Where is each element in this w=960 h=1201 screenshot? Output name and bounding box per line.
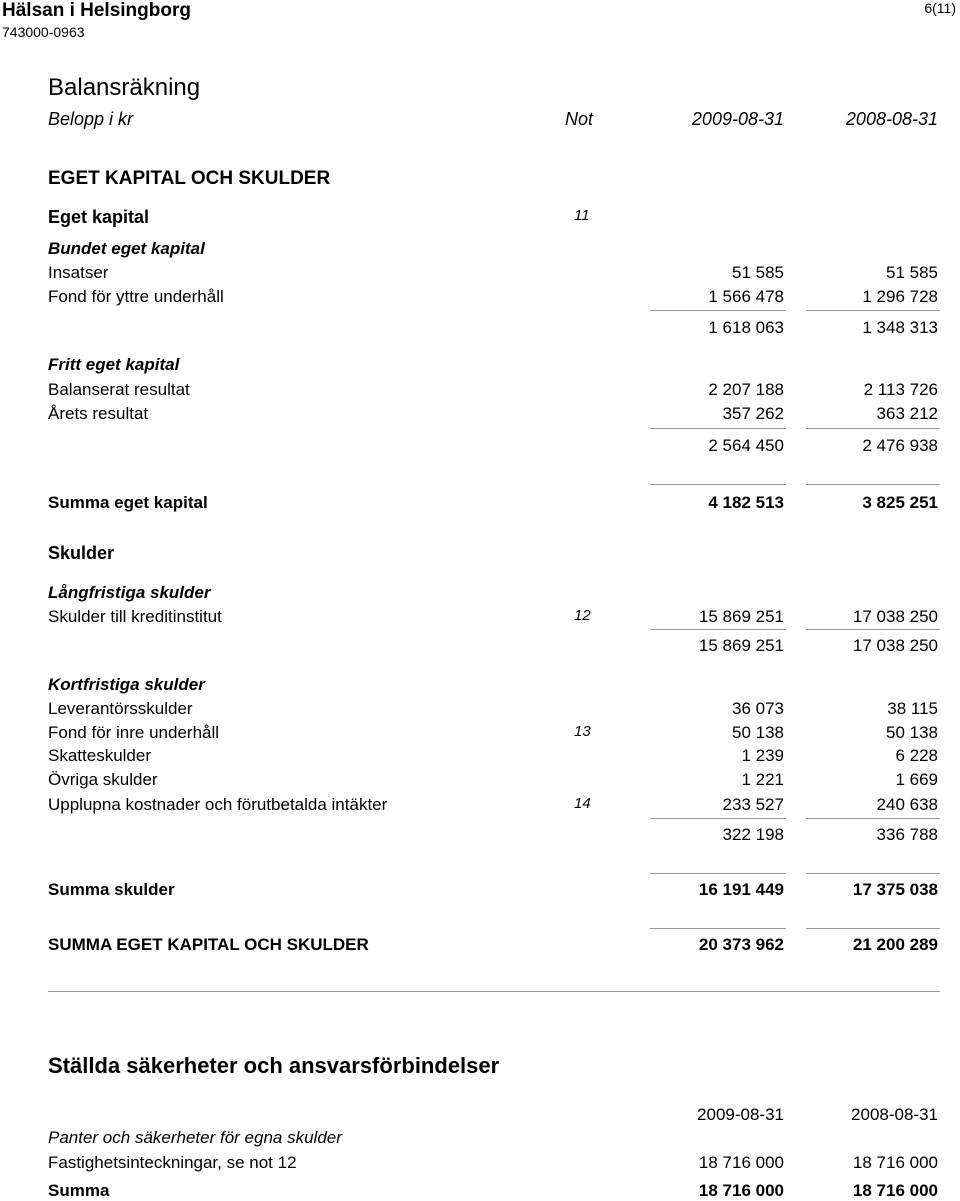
liabilities-heading: Skulder: [48, 543, 115, 563]
sum-line: [806, 310, 940, 311]
row-label-kredit: Skulder till kreditinstitut: [48, 607, 222, 626]
value-short-sum-2009: 322 198: [722, 825, 784, 844]
pledged-title: Ställda säkerheter och ansvarsförbindelser: [48, 1053, 500, 1078]
value-insatser-2009: 51 585: [732, 263, 784, 282]
sum-line: [806, 818, 940, 819]
value-equity-total-2008: 3 825 251: [862, 493, 938, 512]
value-arets-2009: 357 262: [722, 404, 784, 423]
value-free-sum-2008: 2 476 938: [862, 436, 938, 455]
row-label-leverantor: Leverantörsskulder: [48, 699, 193, 718]
pledged-column-2008: 2008-08-31: [851, 1105, 938, 1124]
value-liabilities-total-2008: 17 375 038: [852, 880, 938, 899]
value-free-sum-2009: 2 564 450: [708, 436, 784, 455]
column-label-2009: 2009-08-31: [691, 109, 784, 129]
sum-line: [806, 428, 940, 429]
page-title: Balansräkning: [48, 74, 201, 101]
row-label-equity-total: Summa eget kapital: [48, 493, 208, 512]
sum-line: [650, 484, 786, 485]
row-label-grand-total: SUMMA EGET KAPITAL OCH SKULDER: [48, 935, 369, 954]
sum-line: [806, 873, 940, 874]
row-label-fond-yttre: Fond för yttre underhåll: [48, 287, 224, 306]
value-ovriga-2008: 1 669: [895, 770, 938, 789]
column-label-note: Not: [565, 109, 594, 129]
row-label-ovriga: Övriga skulder: [48, 770, 158, 789]
page-number: 6(11): [924, 0, 956, 16]
value-short-sum-2008: 336 788: [876, 825, 938, 844]
sum-line: [650, 428, 786, 429]
value-fond-inre-2008: 50 138: [886, 723, 938, 742]
short-term-heading: Kortfristiga skulder: [48, 675, 205, 694]
section-divider: [48, 991, 940, 992]
row-label-fastighet: Fastighetsinteckningar, se not 12: [48, 1153, 297, 1172]
section-heading: EGET KAPITAL OCH SKULDER: [48, 168, 331, 189]
value-upplupna-2008: 240 638: [876, 795, 938, 814]
organization-number: 743000-0963: [2, 24, 85, 40]
sum-line: [806, 928, 940, 929]
sum-line: [650, 629, 786, 630]
value-fastighet-2008: 18 716 000: [852, 1153, 938, 1172]
value-long-sum-2009: 15 869 251: [698, 636, 784, 655]
pledged-column-2009: 2009-08-31: [697, 1105, 784, 1124]
sum-line: [806, 484, 940, 485]
row-label-arets: Årets resultat: [48, 404, 149, 423]
value-equity-total-2009: 4 182 513: [708, 493, 784, 512]
value-fond-inre-2009: 50 138: [732, 723, 784, 742]
sum-line: [650, 818, 786, 819]
row-label-upplupna: Upplupna kostnader och förutbetalda intäkter: [48, 795, 388, 814]
note-fond-inre: 13: [574, 723, 591, 740]
value-balanserat-2008: 2 113 726: [863, 380, 938, 399]
value-grand-total-2009: 20 373 962: [698, 935, 784, 954]
value-fastighet-2009: 18 716 000: [698, 1153, 784, 1172]
value-leverantor-2009: 36 073: [732, 699, 784, 718]
row-label-pledged-summa: Summa: [48, 1181, 110, 1200]
long-term-heading: Långfristiga skulder: [48, 583, 211, 602]
row-label-skatte: Skatteskulder: [48, 746, 151, 765]
value-kredit-2008: 17 038 250: [852, 607, 938, 626]
equity-heading: Eget kapital: [48, 207, 150, 227]
sum-line: [806, 629, 940, 630]
value-leverantor-2008: 38 115: [887, 699, 938, 718]
note-kredit: 12: [574, 607, 591, 624]
column-label-amount: Belopp i kr: [48, 109, 134, 129]
equity-note: 11: [574, 207, 590, 224]
organization-name: Hälsan i Helsingborg: [2, 0, 191, 21]
row-label-liabilities-total: Summa skulder: [48, 880, 175, 899]
value-skatte-2008: 6 228: [895, 746, 938, 765]
value-pledged-summa-2009: 18 716 000: [698, 1181, 784, 1200]
value-skatte-2009: 1 239: [741, 746, 784, 765]
value-arets-2008: 363 212: [876, 404, 938, 423]
note-upplupna: 14: [574, 795, 591, 812]
sum-line: [650, 310, 786, 311]
sum-line: [650, 873, 786, 874]
restricted-equity-heading: Bundet eget kapital: [48, 239, 205, 258]
pledged-subheading: Panter och säkerheter för egna skulder: [48, 1128, 342, 1147]
value-grand-total-2008: 21 200 289: [852, 935, 938, 954]
free-equity-heading: Fritt eget kapital: [48, 355, 180, 374]
value-restricted-sum-2008: 1 348 313: [862, 318, 938, 337]
row-label-fond-inre: Fond för inre underhåll: [48, 723, 220, 742]
value-liabilities-total-2009: 16 191 449: [698, 880, 784, 899]
value-pledged-summa-2008: 18 716 000: [852, 1181, 938, 1200]
column-label-2008: 2008-08-31: [845, 109, 938, 129]
value-fond-yttre-2009: 1 566 478: [708, 287, 784, 306]
value-upplupna-2009: 233 527: [722, 795, 784, 814]
value-long-sum-2008: 17 038 250: [852, 636, 938, 655]
row-label-balanserat: Balanserat resultat: [48, 380, 190, 399]
value-fond-yttre-2008: 1 296 728: [862, 287, 938, 306]
value-restricted-sum-2009: 1 618 063: [708, 318, 784, 337]
value-insatser-2008: 51 585: [886, 263, 938, 282]
row-label-insatser: Insatser: [48, 263, 109, 282]
value-ovriga-2009: 1 221: [741, 770, 784, 789]
sum-line: [650, 928, 786, 929]
value-balanserat-2009: 2 207 188: [708, 380, 784, 399]
value-kredit-2009: 15 869 251: [698, 607, 784, 626]
